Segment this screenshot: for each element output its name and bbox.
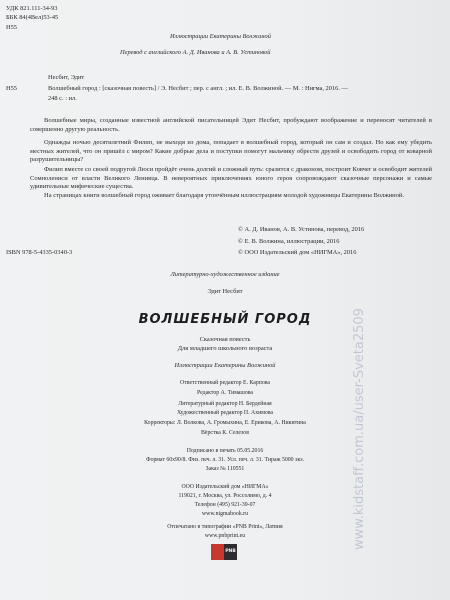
catalog-line: Волшебный город : [сказочная повесть] / Э. Несбит ; пер. с англ. ; ил. Е. В. Волжиной. — М. : Нигма, 2016. — bbox=[48, 85, 348, 92]
staff-line: Корректоры: Л. Волкова, А. Громыхина, Е. Ерикова, А. Никитина bbox=[144, 420, 306, 426]
print-line: Заказ № 110551 bbox=[205, 466, 245, 472]
edition-type: Литературно-художественное издание bbox=[170, 271, 280, 278]
staff-line: Редактор А. Тимашова bbox=[197, 390, 253, 396]
annotation-paragraph: Филип вместе со своей подругой Люси пройдёт очень долгий и сложный путь: сразится с драконом, построит Ковчег и освободит жителей Сомнолениси от власти Великого Ленивца. В невероятных приключениях юного героя сопровождают сказочные персонажи и самые удивительные мифические существа. bbox=[30, 166, 432, 191]
annotation-paragraph: На страницах книги волшебный город оживает благодаря утончённым иллюстрациям молодой художницы Екатерины Волжиной. bbox=[44, 192, 404, 199]
imprint-illustrations: Иллюстрации Екатерины Волжиной bbox=[174, 362, 276, 369]
book-title: ВОЛШЕБНЫЙ ГОРОД bbox=[138, 312, 312, 327]
publisher-line: Телефон (495) 921-39-07 bbox=[194, 502, 256, 508]
annotation-paragraph: Однажды ночью десятилетний Филип, не выходя из дома, попадает в волшебный город, который он сам и создал. Но как ему убедить местных жителей, что он пришёл с миром? Какие добрые дела и поступки помогут мальчику обрести друзей и освободить город от коварной разрушительницы? bbox=[30, 139, 432, 164]
pnb-logo-text: PNB bbox=[225, 549, 236, 554]
catalog-code: Н55 bbox=[6, 85, 18, 92]
copyright-translation: © А. Д. Иванов, А. В. Устинова, перевод, 2016 bbox=[238, 226, 365, 233]
staff-line: Литературный редактор Н. Бердейная bbox=[178, 401, 272, 407]
staff-line: Ответственный редактор Е. Карпова bbox=[180, 380, 270, 386]
watermark: www.kidstaff.com.ua/user-Sveta2509 bbox=[352, 308, 367, 550]
imprint-author: Эдит Несбит bbox=[207, 288, 243, 295]
catalog-author: Несбит, Эдит bbox=[48, 74, 85, 81]
printer-line: Отпечатано в типографии «PNB Print», Латвия bbox=[167, 524, 283, 530]
isbn: ISBN 978-5-4335-0340-3 bbox=[6, 249, 73, 256]
staff-line: Вёрстка К. Селезов bbox=[201, 430, 249, 436]
bbk-code: ББК 84(4Вел)53-45 bbox=[6, 14, 59, 21]
book-audience: Для младшего школьного возраста bbox=[177, 345, 273, 352]
book-genre: Сказочная повесть bbox=[199, 336, 251, 343]
catalog-pages: 248 с. : ил. bbox=[48, 95, 77, 102]
udk-code: УДК 821.111-34-93 bbox=[6, 5, 58, 12]
author-code: Н55 bbox=[6, 24, 18, 31]
illustrations-credit: Иллюстрации Екатерины Волжиной bbox=[170, 33, 271, 40]
staff-line: Художественный редактор П. Ахимова bbox=[176, 410, 274, 416]
publisher-line: www.nigmabook.ru bbox=[202, 511, 248, 517]
copyright-publisher: © ООО Издательский дом «НИГМА», 2016 bbox=[238, 249, 357, 256]
copyright-illustrations: © Е. В. Волжина, иллюстрации, 2016 bbox=[238, 238, 340, 245]
printer-line: www.pnbprint.eu bbox=[204, 533, 246, 539]
publisher-line: 119021, г. Москва, ул. Россолимо, д. 4 bbox=[178, 493, 272, 499]
pnb-logo bbox=[211, 544, 237, 560]
annotation-paragraph: Волшебные миры, созданные известной английской писательницей Эдит Несбит, пробуждают воображение и переносят читателей в совершенно другую реальность. bbox=[30, 117, 432, 133]
print-line: Формат 60х90/8. Физ. печ. л. 31. Усл. печ. л. 31. Тираж 5000 экз. bbox=[146, 457, 304, 463]
print-line: Подписано в печать 05.05.2016 bbox=[186, 448, 264, 454]
translation-credit: Перевод с английского А. Д. Иванова и А. В. Устиновой bbox=[120, 49, 271, 56]
publisher-line: ООО Издательский дом «НИГМА» bbox=[181, 484, 269, 490]
